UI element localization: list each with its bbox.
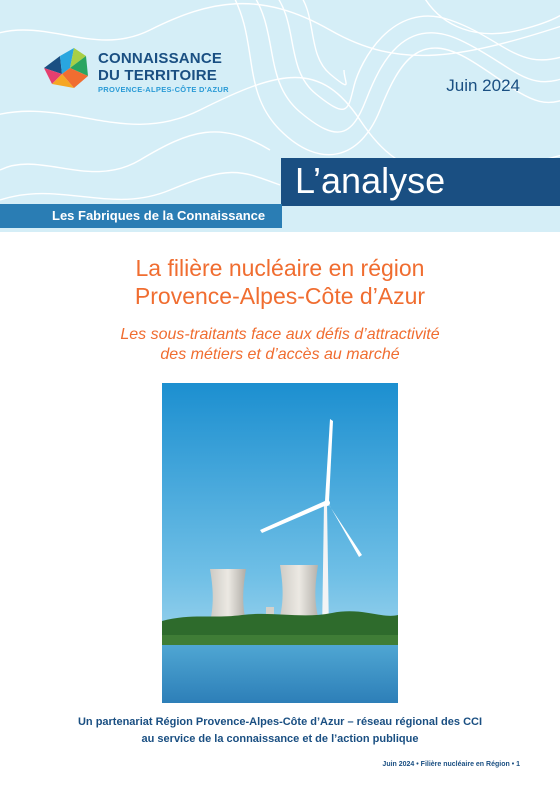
subtitle-line-2: des métiers et d’accès au marché [160, 346, 400, 363]
document-subtitle [0, 325, 560, 365]
section-banner [281, 158, 560, 206]
series-label: Les Fabriques de la Connaissance [52, 208, 266, 223]
cover-photo [162, 383, 398, 703]
section-label: L’analyse [295, 160, 446, 201]
logo-text-line1: CONNAISSANCE [98, 50, 223, 67]
logo-text-line3: PROVENCE-ALPES-CÔTE D'AZUR [98, 85, 229, 94]
connaissance-du-territoire-logo [40, 44, 260, 100]
page-footer: Juin 2024 • Filière nucléaire en Région • 1 [382, 761, 520, 768]
document-title [0, 254, 560, 310]
subtitle-line-1: Les sous-traitants face aux défis d’attractivité [120, 326, 440, 343]
partnership-statement [0, 714, 560, 748]
logo-text-line2: DU TERRITOIRE [98, 67, 217, 84]
publication-date: Juin 2024 [446, 76, 520, 95]
partner-line-2: au service de la connaissance et de l’action publique [141, 733, 419, 745]
title-line-2: Provence-Alpes-Côte d’Azur [134, 283, 426, 309]
logo-mark-icon [40, 46, 92, 90]
series-banner [0, 204, 282, 228]
river-water [162, 645, 398, 703]
partner-line-1: Un partenariat Région Provence-Alpes-Côte d’Azur – réseau régional des CCI [77, 716, 483, 728]
title-line-1: La filière nucléaire en région [135, 255, 425, 281]
shore [162, 635, 398, 645]
